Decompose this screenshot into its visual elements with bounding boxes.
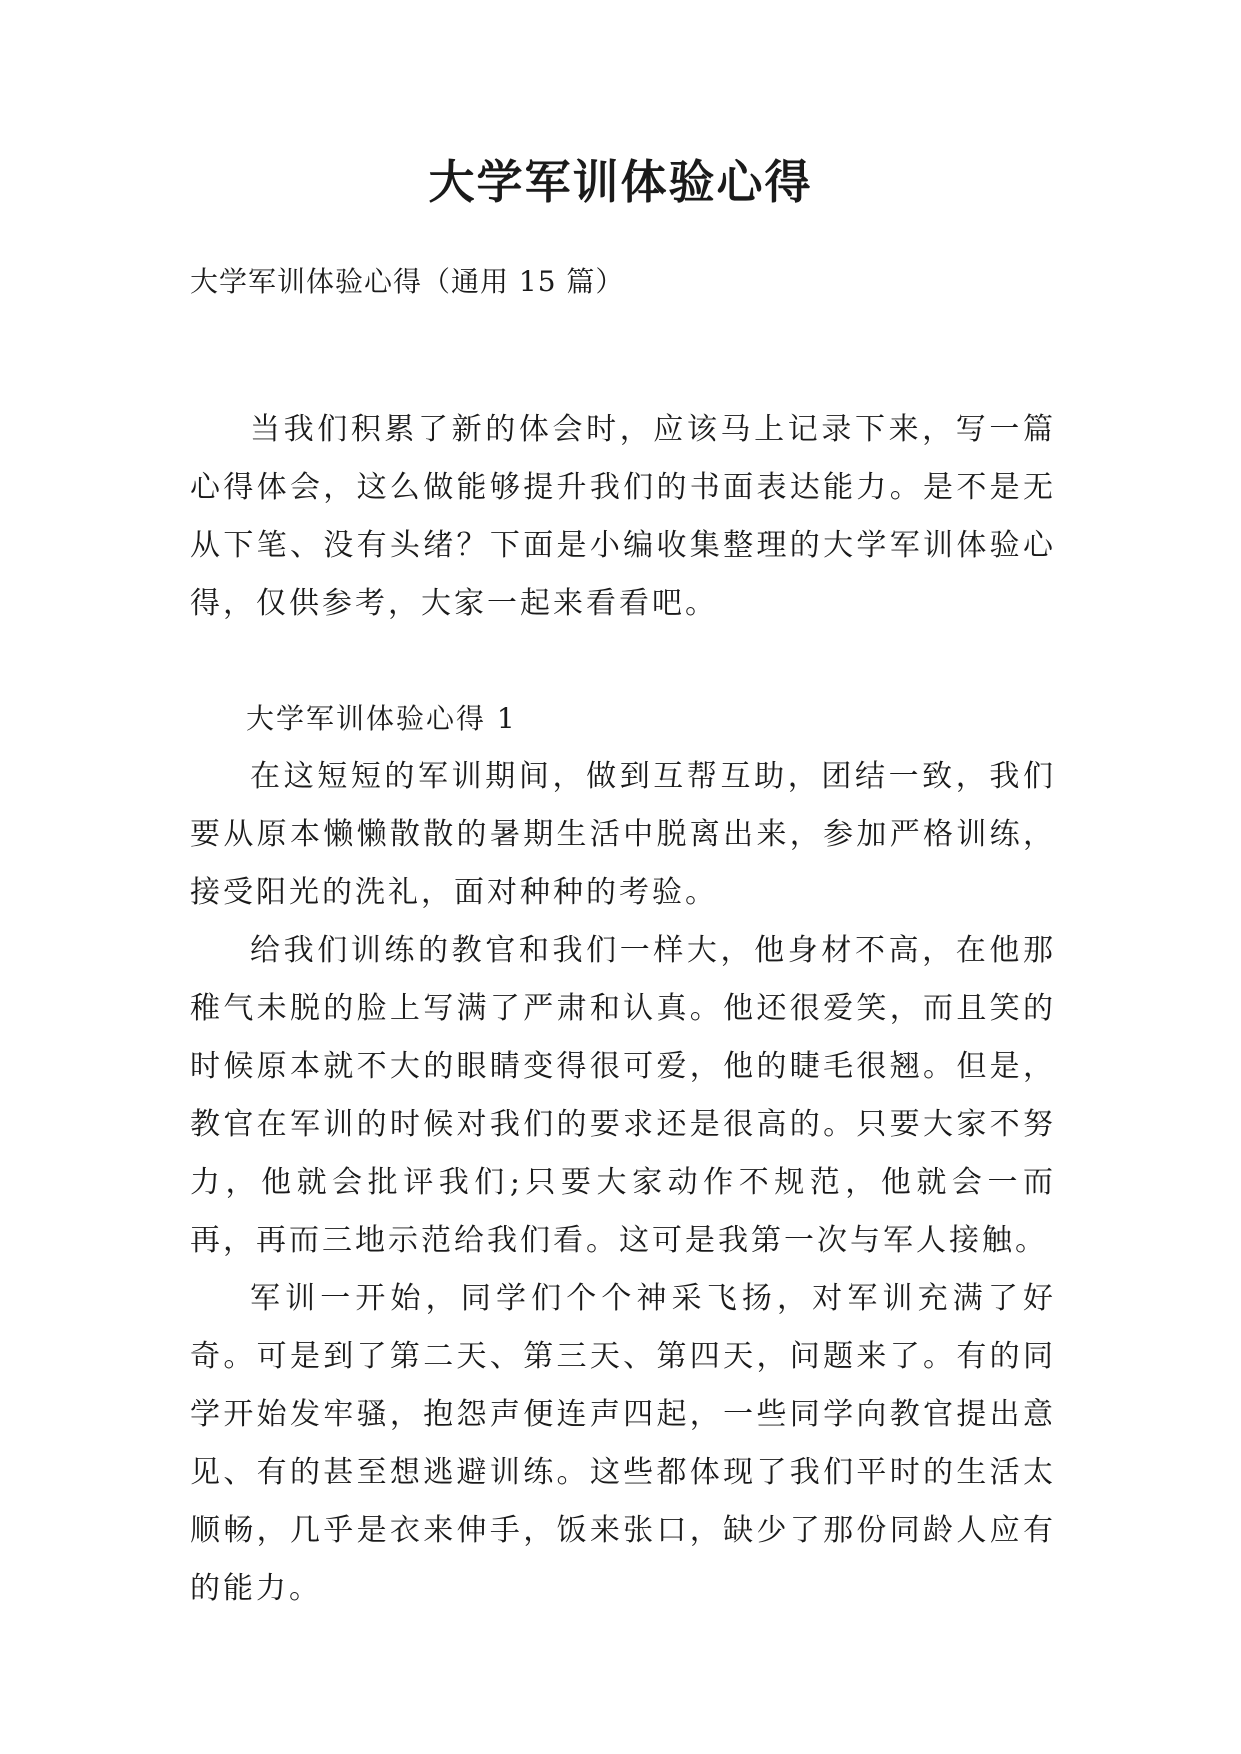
body-paragraph: 军训一开始，同学们个个神采飞扬，对军训充满了好奇。可是到了第二天、第三天、第四天，问题来了。有的同学开始发牢骚，抱怨声便连声四起，一些同学向教官提出意见、有的甚至想逃避训练。这些都体现了我们平时的生活太顺畅，几乎是衣来伸手，饭来张口，缺少了那份同龄人应有的能力。 xyxy=(190,1281,1056,1606)
intro-block xyxy=(190,401,1056,633)
body-paragraph: 在这短短的军训期间，做到互帮互助，团结一致，我们要从原本懒懒散散的暑期生活中脱离出来，参加严格训练，接受阳光的洗礼，面对种种的考验。 xyxy=(190,759,1056,910)
document-subtitle: 大学军训体验心得（通用 15 篇） xyxy=(190,265,625,298)
section-1 xyxy=(190,690,1056,1618)
intro-paragraph: 当我们积累了新的体会时，应该马上记录下来，写一篇心得体会，这么做能够提升我们的书面表达能力。是不是无从下笔、没有头绪？下面是小编收集整理的大学军训体验心得，仅供参考，大家一起来看看吧。 xyxy=(190,412,1056,621)
body-paragraph: 给我们训练的教官和我们一样大，他身材不高，在他那稚气未脱的脸上写满了严肃和认真。他还很爱笑，而且笑的时候原本就不大的眼睛变得很可爱，他的睫毛很翘。但是，教官在军训的时候对我们的要求还是很高的。只要大家不努力，他就会批评我们;只要大家动作不规范，他就会一而再，再而三地示范给我们看。这可是我第一次与军人接触。 xyxy=(190,933,1056,1258)
section-heading: 大学军训体验心得 1 xyxy=(246,702,517,735)
document-title: 大学军训体验心得 xyxy=(428,155,813,209)
